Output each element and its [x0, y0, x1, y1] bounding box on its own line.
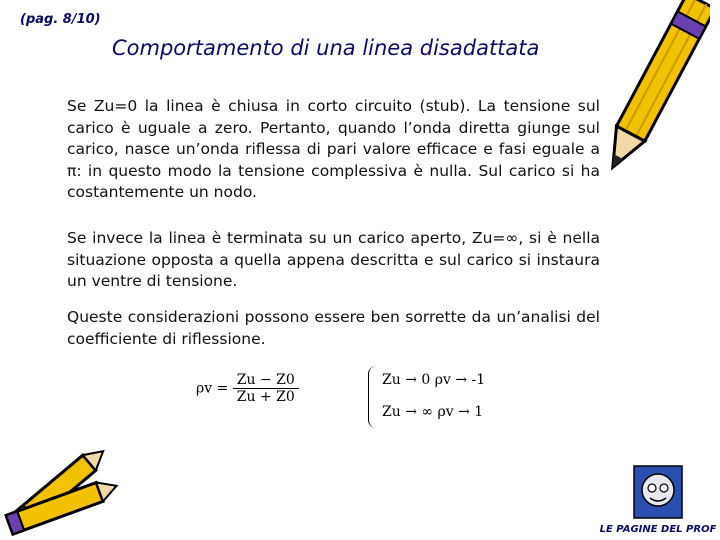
- formula-fraction: [233, 372, 299, 405]
- formula-denominator: Zu + Z0: [236, 389, 295, 405]
- pencils-left-illustration: [0, 430, 120, 540]
- formula-lhs: ρv =: [196, 380, 229, 397]
- page-title: Comportamento di una linea disadattata: [112, 36, 540, 60]
- logo-text: LE PAGINE DEL PROF: [600, 524, 716, 535]
- formula-case-short: Zu → 0 ρv → -1: [382, 372, 486, 388]
- paragraph-short-circuit: Se Zu=0 la linea è chiusa in corto circuito (stub). La tensione sul carico è uguale a zero. Pertanto, quando l’onda diretta giunge sul carico, nasce un’onda riflessa di pari valore efficace e fasi eguale a π: in questo modo la tensione complessiva è nulla. Sul carico si ha costantemente un nodo.: [67, 97, 600, 201]
- reflection-coefficient-formula: [196, 372, 299, 405]
- page-indicator: (pag. 8/10): [20, 12, 101, 27]
- formula-numerator: Zu − Z0: [233, 372, 299, 389]
- prof-logo: [600, 462, 716, 538]
- paragraph-reflection-coefficient: Queste considerazioni possono essere ben sorrette da un’analisi del coefficiente di riflessione.: [67, 308, 600, 348]
- formula-case-open: Zu → ∞ ρv → 1: [382, 404, 484, 420]
- paragraph-open-circuit: Se invece la linea è terminata su un carico aperto, Zu=∞, si è nella situazione opposta a quella appena descritta e sul carico si instaura un ventre di tensione.: [67, 229, 600, 290]
- cases-brace: [368, 366, 383, 428]
- pencil-right-illustration: [600, 0, 710, 180]
